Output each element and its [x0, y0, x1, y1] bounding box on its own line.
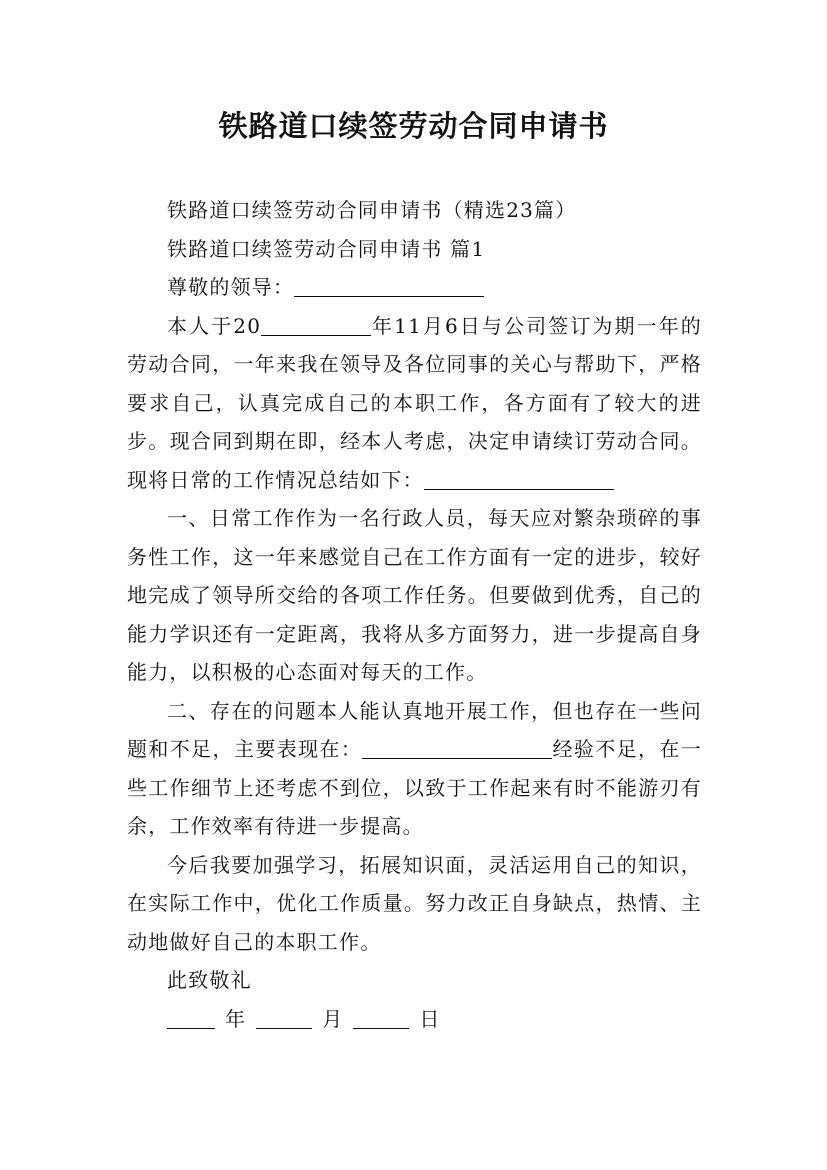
salutation-line — [127, 268, 702, 307]
problems-blank[interactable] — [362, 738, 552, 759]
date-day-blank[interactable] — [353, 1008, 409, 1029]
problems-text-start: 二、存在的问题本人能认真地开展工作，但也存在一些问题和不足，主要表现在： — [127, 698, 702, 761]
salutation-text: 尊敬的领导： — [167, 275, 295, 299]
closing-line: 此致敬礼 — [167, 968, 252, 992]
document-subtitle: 铁路道口续签劳动合同申请书（精选23篇） — [167, 198, 577, 222]
date-line — [127, 1000, 702, 1039]
date-year-label: 年 — [225, 1006, 247, 1031]
paragraph-intro — [127, 307, 702, 500]
date-month-blank[interactable] — [256, 1008, 312, 1029]
section-heading: 铁路道口续签劳动合同申请书 篇1 — [167, 236, 486, 261]
date-year-blank[interactable] — [167, 1008, 215, 1029]
date-month-label: 月 — [322, 1006, 344, 1031]
intro-text-rest: 年11月6日与公司签订为期一年的劳动合同，一年来我在领导及各位同事的关心与帮助下，严格要求自己，认真完成自己的本职工作，各方面有了较大的进步。现合同到期在即，经本人考虑，决定申请续订劳动合同。现将日常的工作情况总结如下： — [127, 313, 703, 492]
paragraph-daily-work: 一、日常工作作为一名行政人员，每天应对繁杂琐碎的事务性工作，这一年来感觉自己在工作方面有一定的进步，较好地完成了领导所交给的各项工作任务。但要做到优秀，自己的能力学识还有一定距离，我将从多方面努力，进一步提高自身能力，以积极的心态面对每天的工作。 — [127, 506, 702, 684]
year-blank[interactable] — [261, 315, 371, 336]
document-body — [127, 191, 702, 1038]
salutation-blank[interactable] — [294, 276, 484, 297]
document-title: 铁路道口续签劳动合同申请书 — [218, 109, 609, 143]
summary-blank[interactable] — [424, 469, 614, 490]
date-day-label: 日 — [419, 1006, 441, 1031]
paragraph-future: 今后我要加强学习，拓展知识面，灵活运用自己的知识，在实际工作中，优化工作质量。努力改正自身缺点，热情、主动地做好自己的本职工作。 — [127, 852, 702, 954]
problems-text-rest: 经验不足，在一些工作细节上还考虑不到位，以致于工作起来有时不能游刃有余，工作效率有待进一步提高。 — [127, 737, 702, 838]
paragraph-problems — [127, 692, 702, 846]
intro-text-start: 本人于20 — [167, 313, 262, 338]
